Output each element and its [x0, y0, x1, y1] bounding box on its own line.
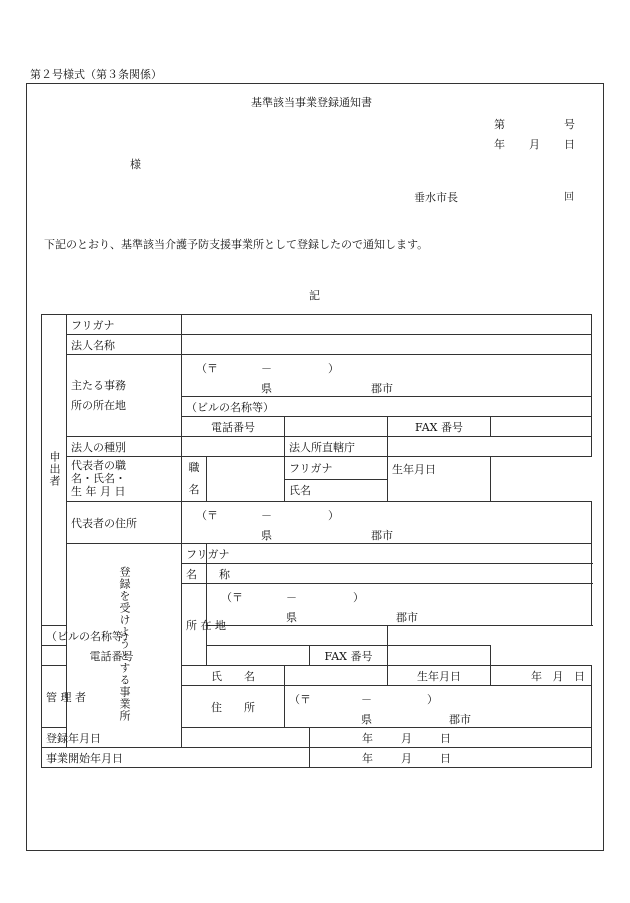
table-row: [42, 335, 592, 355]
issuer: 垂水市長: [414, 191, 458, 204]
seal-icon: 回: [564, 192, 574, 203]
corp-type-label: 法人の種別: [67, 437, 182, 457]
manager-address-field[interactable]: （〒 － ） 県 郡市: [285, 686, 592, 728]
fax-label: FAX 番号: [388, 417, 491, 437]
document-title: 基準該当事業登録通知書: [251, 96, 372, 109]
registration-date-field[interactable]: 年 月 日: [310, 728, 592, 748]
number-go: 号: [564, 118, 575, 131]
start-date-field[interactable]: 年 月 日: [310, 748, 592, 768]
date-day: 日: [564, 138, 575, 151]
table-row: [42, 544, 592, 564]
tel-field[interactable]: [285, 417, 388, 437]
shoku-mei-label: 職 名: [182, 457, 207, 502]
table-row: [42, 315, 592, 335]
table-row: [42, 748, 592, 768]
date-year: 年: [494, 138, 505, 151]
rep-furigana-label: フリガナ: [285, 457, 388, 480]
table-row: [42, 355, 592, 397]
table-row: [42, 457, 592, 480]
number-dai: 第: [494, 118, 505, 131]
start-date-label: 事業開始年月日: [42, 748, 310, 768]
rep-address-field[interactable]: （〒 － ） 県 郡市: [182, 502, 592, 544]
manager-name-label: 氏 名: [182, 666, 285, 686]
table-row: [42, 728, 592, 748]
corp-type-field[interactable]: [182, 437, 285, 457]
manager-name-field[interactable]: [285, 666, 388, 686]
business-furigana-label: フリガナ: [182, 544, 207, 564]
representative-label: 代表者の職 名・氏名・ 生 年 月 日: [67, 457, 182, 502]
registration-date-label: 登録年月日: [42, 728, 310, 748]
rep-title-field[interactable]: [207, 457, 285, 502]
table-row: [42, 646, 592, 666]
business-fax-field[interactable]: [388, 646, 491, 666]
manager-birth-field[interactable]: 年 月 日: [491, 666, 592, 686]
main-office-label: 主たる事務 所の所在地: [67, 355, 182, 437]
business-address-field[interactable]: （〒 － ） 県 郡市: [207, 584, 592, 626]
manager-address-label: 住 所: [182, 686, 285, 728]
business-tel-label: 電話番号: [42, 646, 182, 666]
business-furigana-field[interactable]: [207, 544, 592, 564]
main-office-address-field[interactable]: （〒 － ） 県 郡市: [182, 355, 592, 397]
registration-table: [41, 314, 592, 768]
rep-address-label: 代表者の住所: [67, 502, 182, 544]
body-text: 下記のとおり、基準該当介護予防支援事業所として登録したので通知します。: [44, 238, 429, 251]
business-building-field[interactable]: （ビルの名称等）: [42, 626, 388, 646]
business-fax-label: FAX 番号: [310, 646, 388, 666]
corp-authority-label: 法人所直轄庁: [285, 437, 388, 457]
corp-authority-field[interactable]: [388, 437, 592, 457]
main-office-building-field[interactable]: （ビルの名称等）: [182, 397, 592, 417]
business-name-label: 名 称: [182, 564, 207, 584]
manager-birth-label: 生年月日: [388, 666, 491, 686]
manager-label: 管 理 者: [42, 666, 67, 728]
date-month: 月: [529, 138, 540, 151]
corp-name-label: 法人名称: [67, 335, 182, 355]
applicant-furigana-field[interactable]: [182, 315, 592, 335]
form-id: 第２号様式（第３条関係）: [30, 68, 162, 81]
applicant-section-label: 申出者: [42, 315, 67, 626]
addressee-suffix: 様: [130, 158, 141, 171]
table-row: [42, 437, 592, 457]
rep-birthdate-cell[interactable]: 生年月日: [388, 457, 491, 502]
business-section-label: 登録を受けようとする事業所: [67, 544, 182, 748]
business-tel-field[interactable]: [207, 646, 310, 666]
ki-label: 記: [309, 289, 320, 302]
business-name-field[interactable]: [207, 564, 592, 584]
tel-label: 電話番号: [182, 417, 285, 437]
table-row: [42, 502, 592, 544]
corp-name-field[interactable]: [182, 335, 592, 355]
rep-name-label: 氏名: [285, 479, 388, 502]
fax-field[interactable]: [491, 417, 592, 437]
applicant-furigana-label: フリガナ: [67, 315, 182, 335]
table-row: [42, 626, 592, 646]
business-location-label: 所 在 地: [182, 584, 207, 666]
